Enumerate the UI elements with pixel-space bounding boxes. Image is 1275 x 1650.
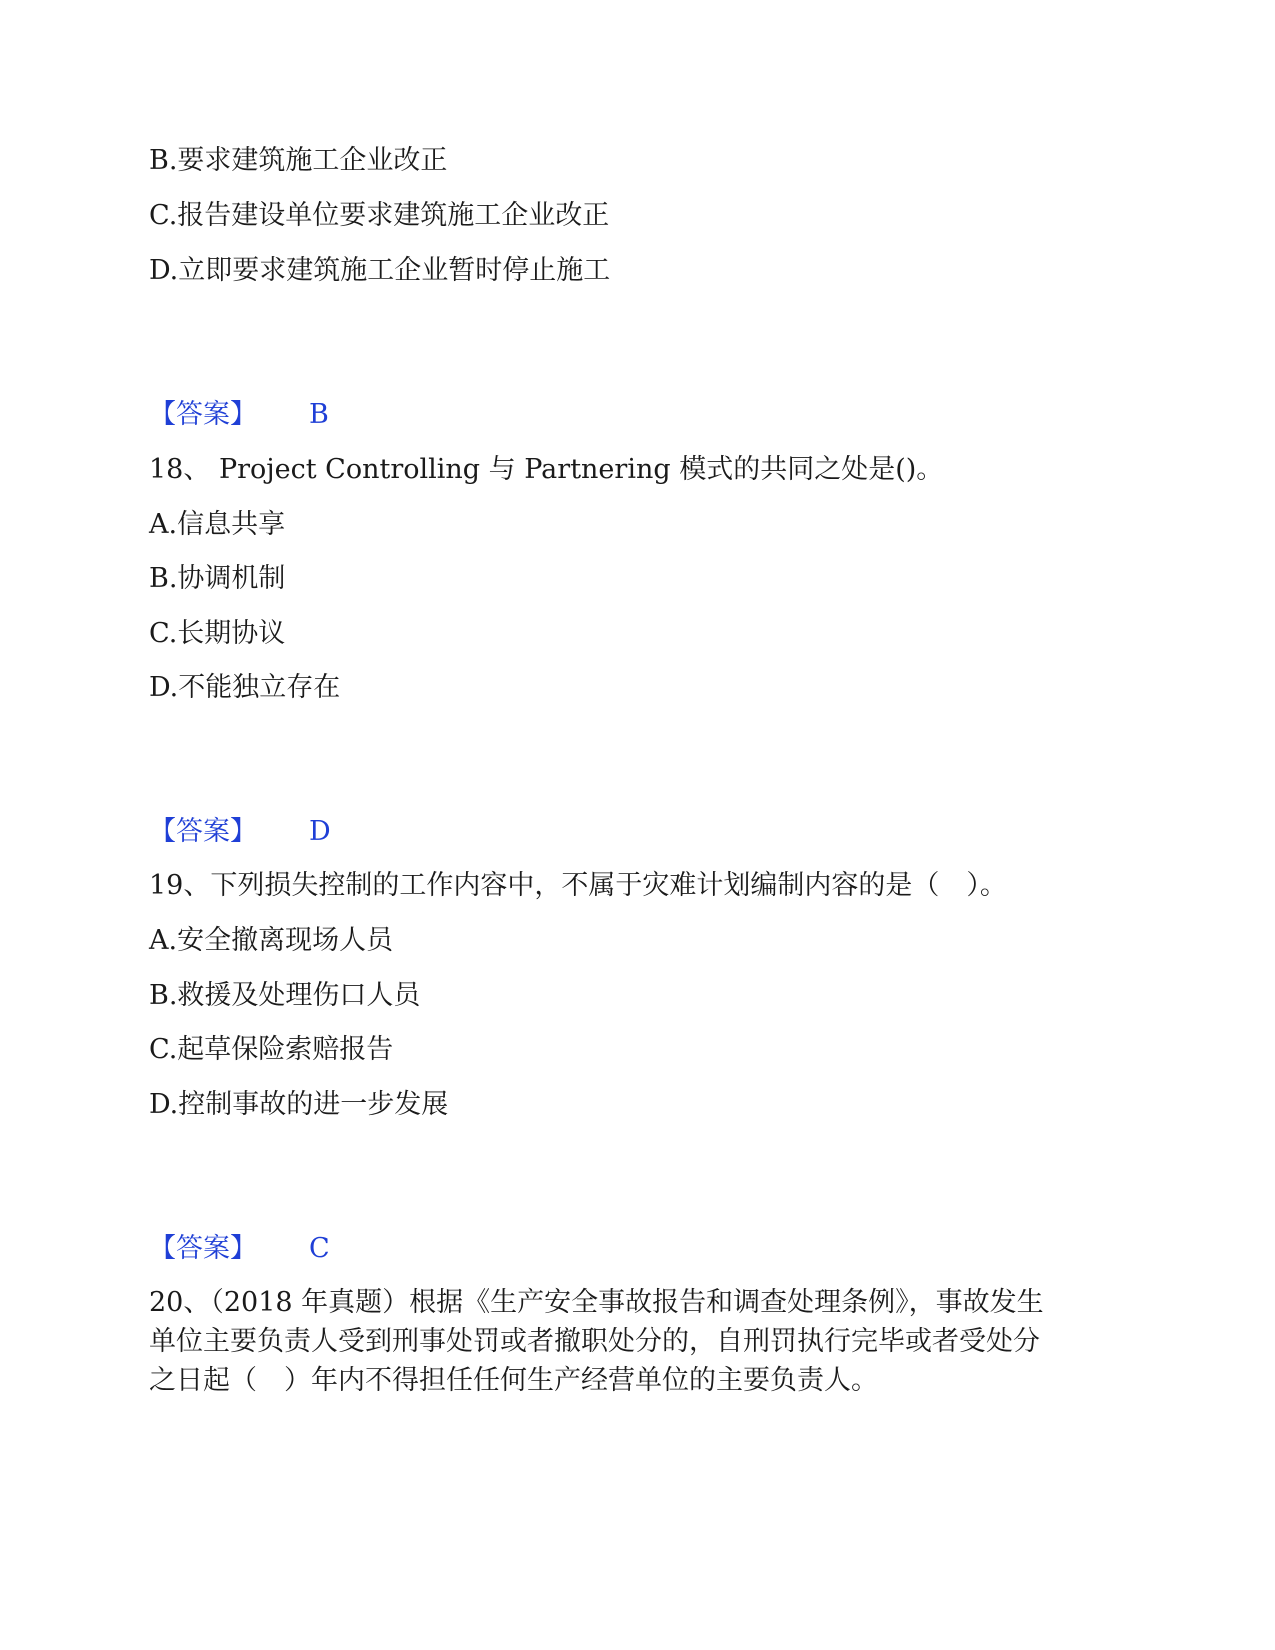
answer-value: C (309, 1233, 330, 1264)
q20-question-line-3: 之日起（ ）年内不得担任任何生产经营单位的主要负责人。 (149, 1365, 878, 1396)
q17-option-c: C.报告建设单位要求建筑施工企业改正 (149, 200, 610, 231)
q18-option-b: B.协调机制 (149, 563, 286, 594)
q18-question: 18、 Project Controlling 与 Partnering 模式的共同之处是()。 (149, 454, 944, 485)
q18-option-d: D.不能独立存在 (149, 672, 341, 703)
q17-option-d: D.立即要求建筑施工企业暂时停止施工 (149, 255, 611, 286)
q19-answer (149, 1229, 330, 1269)
q20-question-line-2: 单位主要负责人受到刑事处罚或者撤职处分的，自刑罚执行完毕或者受处分 (149, 1326, 1040, 1357)
q17-answer (149, 395, 329, 435)
q19-question: 19、下列损失控制的工作内容中，不属于灾难计划编制内容的是（ ）。 (149, 870, 1007, 901)
answer-value: D (309, 816, 331, 847)
q18-option-a: A.信息共享 (149, 509, 286, 540)
q17-option-b: B.要求建筑施工企业改正 (149, 145, 448, 176)
answer-value: B (309, 399, 329, 430)
answer-label: 【答案】 (149, 816, 257, 847)
q20-question-line-1: 20、（2018 年真题）根据《生产安全事故报告和调查处理条例》，事故发生 (149, 1287, 1044, 1318)
q19-option-a: A.安全撤离现场人员 (149, 925, 394, 956)
q18-answer (149, 812, 331, 852)
q19-option-b: B.救援及处理伤口人员 (149, 980, 421, 1011)
answer-label: 【答案】 (149, 399, 257, 430)
q18-option-c: C.长期协议 (149, 618, 286, 649)
q19-option-d: D.控制事故的进一步发展 (149, 1089, 449, 1120)
answer-label: 【答案】 (149, 1233, 257, 1264)
q19-option-c: C.起草保险索赔报告 (149, 1034, 394, 1065)
